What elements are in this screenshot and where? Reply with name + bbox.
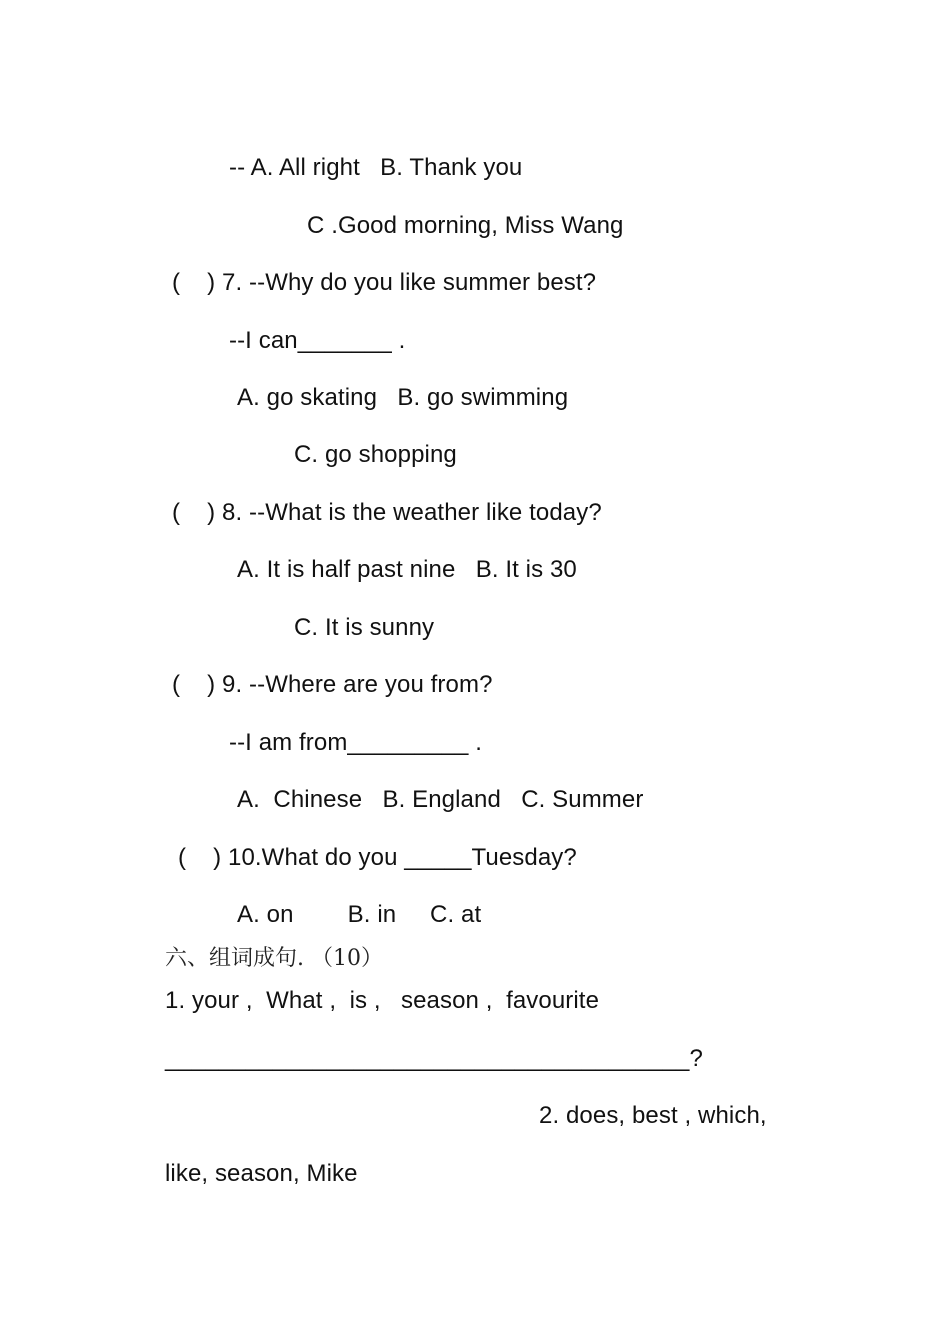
q10-question: ( ) 10.What do you _____Tuesday? <box>178 844 577 871</box>
section6-item2-words-b: like, season, Mike <box>165 1160 358 1187</box>
section6-item1-words: 1. your , What , is , season , favourite <box>165 987 600 1014</box>
q8-options-line2: C. It is sunny <box>294 614 435 641</box>
section6-item2-words-a: 2. does, best , which, <box>539 1102 767 1129</box>
q6-options-line1: -- A. All right B. Thank you <box>229 154 523 181</box>
q8-options-line1: A. It is half past nine B. It is 30 <box>237 556 577 583</box>
q8-question: ( ) 8. --What is the weather like today? <box>172 499 602 526</box>
q9-question: ( ) 9. --Where are you from? <box>172 671 493 698</box>
q6-options-line2: C .Good morning, Miss Wang <box>307 212 624 239</box>
q10-options: A. on B. in C. at <box>237 901 482 928</box>
section-6-heading: 六、组词成句. （10） <box>165 946 383 971</box>
q9-answer-stem: --I am from_________ . <box>229 729 482 756</box>
q7-answer-stem: --I can_______ . <box>229 327 406 354</box>
section6-item1-answer-blank: _______________________________________? <box>165 1045 703 1072</box>
q7-question: ( ) 7. --Why do you like summer best? <box>172 269 597 296</box>
q7-options-line1: A. go skating B. go swimming <box>237 384 569 411</box>
q9-options: A. Chinese B. England C. Summer <box>237 786 644 813</box>
q7-options-line2: C. go shopping <box>294 441 457 468</box>
